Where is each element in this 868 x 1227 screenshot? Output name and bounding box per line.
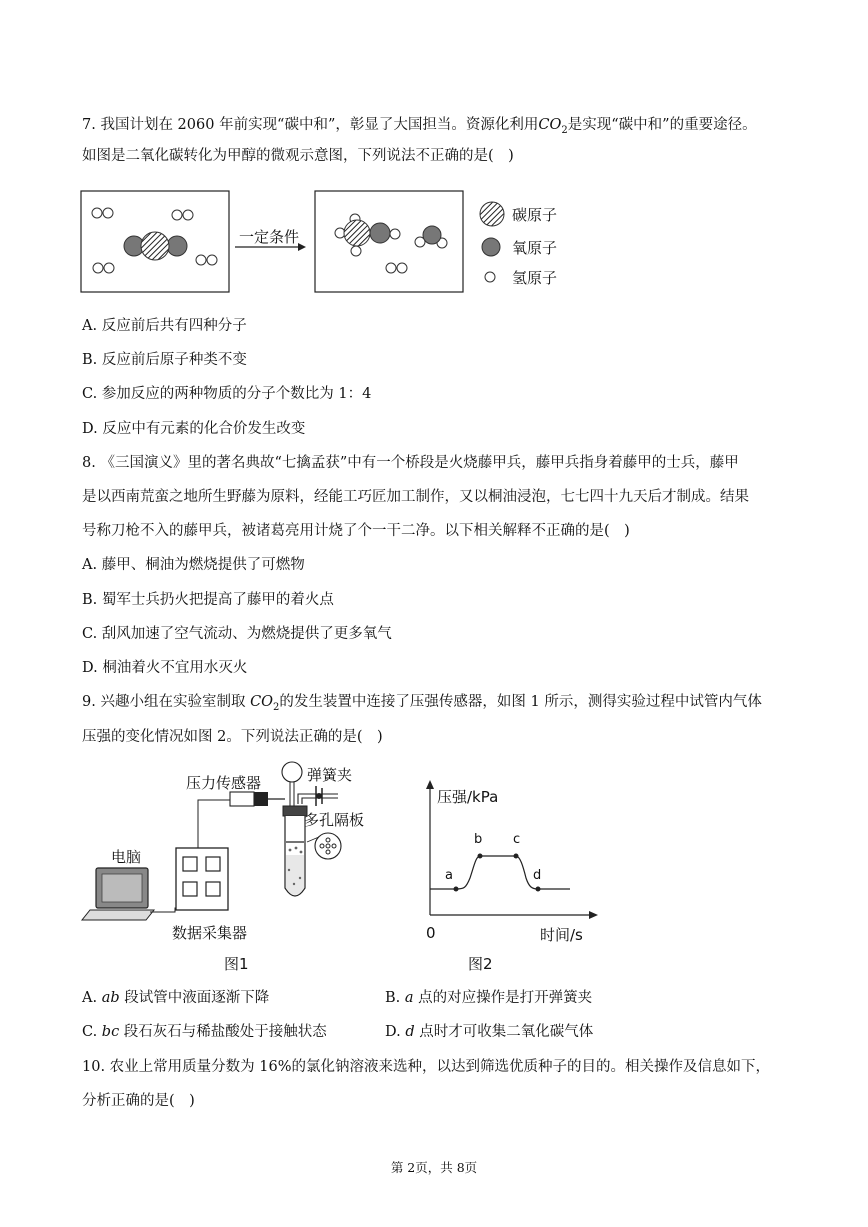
h2-molecule bbox=[172, 210, 193, 220]
q8-stem-line1: 8. 《三国演义》里的著名典故“七擒孟获”中有一个桥段是火烧藤甲兵，藤甲兵指身着藤甲的士兵，藤甲 bbox=[82, 455, 739, 471]
fig2-x-axis-label: 时间/s bbox=[540, 926, 583, 944]
point-a bbox=[454, 887, 459, 892]
h2-molecule bbox=[196, 255, 217, 265]
q8-stem-line2: 是以西南荒蛮之地所生野藤为原料，经能工巧匠加工制作，又以桐油浸泡，七七四十九天后才制成。结果 bbox=[82, 489, 749, 505]
fig2-point-d-label: d bbox=[533, 868, 542, 883]
q7-option-a: A. 反应前后共有四种分子 bbox=[82, 318, 247, 334]
fig2-caption: 图2 bbox=[468, 955, 493, 973]
laptop-icon bbox=[82, 868, 154, 920]
legend-carbon-label: 碳原子 bbox=[512, 206, 558, 224]
fig1-pressure-sensor-label: 压力传感器 bbox=[186, 774, 262, 792]
legend-carbon-icon bbox=[480, 202, 504, 226]
h2-molecule bbox=[92, 208, 113, 218]
fig1-spring-clip-label: 弹簧夹 bbox=[307, 766, 353, 784]
h2-molecule bbox=[93, 263, 114, 273]
q7-molecule-diagram bbox=[0, 185, 868, 305]
test-tube-icon bbox=[285, 816, 305, 896]
q10-stem-line2: 分析正确的是( ) bbox=[82, 1093, 195, 1109]
q7-option-b: B. 反应前后原子种类不变 bbox=[82, 352, 247, 368]
porous-plate-icon bbox=[315, 833, 341, 859]
reaction-condition-label: 一定条件 bbox=[239, 228, 300, 246]
point-b bbox=[478, 854, 483, 859]
q9-option-b: B. a 点的对应操作是打开弹簧夹 bbox=[385, 990, 593, 1006]
q7-option-d: D. 反应中有元素的化合价发生改变 bbox=[82, 421, 306, 437]
q9-option-a: A. ab 段试管中液面逐渐下降 bbox=[82, 990, 270, 1006]
q9-stem-line1: 9. 兴趣小组在实验室制取 $CO_2$的发生装置中连接了压强传感器，如图 1 所示，测得实验过程中试管内气体 bbox=[82, 694, 762, 713]
fig2-point-a-label: a bbox=[445, 868, 453, 883]
legend-oxygen-label: 氧原子 bbox=[512, 239, 558, 257]
point-d bbox=[536, 887, 541, 892]
fig1-computer-label: 电脑 bbox=[111, 848, 142, 866]
point-c bbox=[514, 854, 519, 859]
q9-option-c: C. bc 段石灰石与稀盐酸处于接触状态 bbox=[82, 1024, 327, 1040]
co2-molecule bbox=[124, 232, 187, 260]
q7-stem-line1: 7. 我国计划在 2060 年前实现“碳中和”，彰显了大国担当。资源化利用$CO_2$是实现“碳中和”的重要途径。 bbox=[82, 117, 757, 136]
q8-stem-line3: 号称刀枪不入的藤甲兵，被诸葛亮用计烧了个一干二净。以下相关解释不正确的是( ) bbox=[82, 523, 630, 539]
fig2-point-c-label: c bbox=[513, 832, 521, 847]
h2-molecule bbox=[386, 263, 407, 273]
fig1-porous-plate-label: 多孔隔板 bbox=[304, 811, 365, 829]
spring-clip-icon bbox=[316, 786, 322, 806]
fig1-caption: 图1 bbox=[224, 955, 249, 973]
data-collector-icon bbox=[176, 848, 228, 910]
q8-option-b: B. 蜀军士兵扔火把提高了藤甲的着火点 bbox=[82, 592, 334, 608]
q8-option-d: D. 桐油着火不宜用水灭火 bbox=[82, 660, 248, 676]
q8-option-c: C. 刮风加速了空气流动、为燃烧提供了更多氧气 bbox=[82, 626, 392, 642]
q10-stem-line1: 10. 农业上常用质量分数为 16%的氯化钠溶液来选种，以达到筛选优质种子的目的。相关操作及信息如下， bbox=[82, 1059, 771, 1075]
page-footer: 第 2页，共 8页 bbox=[390, 1160, 478, 1175]
methanol-molecule bbox=[335, 214, 400, 256]
legend-hydrogen-icon bbox=[485, 272, 495, 282]
q7-stem-line2: 如图是二氧化碳转化为甲醇的微观示意图，下列说法不正确的是( ) bbox=[82, 148, 514, 164]
fig2-point-b-label: b bbox=[474, 832, 483, 847]
fig2-y-axis-label: 压强/kPa bbox=[437, 788, 499, 806]
water-molecule bbox=[415, 226, 447, 248]
q8-option-a: A. 藤甲、桐油为燃烧提供了可燃物 bbox=[82, 557, 305, 573]
q9-option-d: D. d 点时才可收集二氧化碳气体 bbox=[385, 1024, 594, 1040]
legend-hydrogen-label: 氢原子 bbox=[512, 269, 558, 287]
legend-oxygen-icon bbox=[482, 238, 500, 256]
q7-option-c: C. 参加反应的两种物质的分子个数比为 1：4 bbox=[82, 386, 372, 402]
fig1-data-collector-label: 数据采集器 bbox=[172, 924, 248, 942]
fig2-origin-label: 0 bbox=[426, 924, 436, 942]
pressure-sensor-icon bbox=[230, 792, 285, 806]
q9-stem-line2: 压强的变化情况如图 2。下列说法正确的是( ) bbox=[82, 729, 383, 745]
